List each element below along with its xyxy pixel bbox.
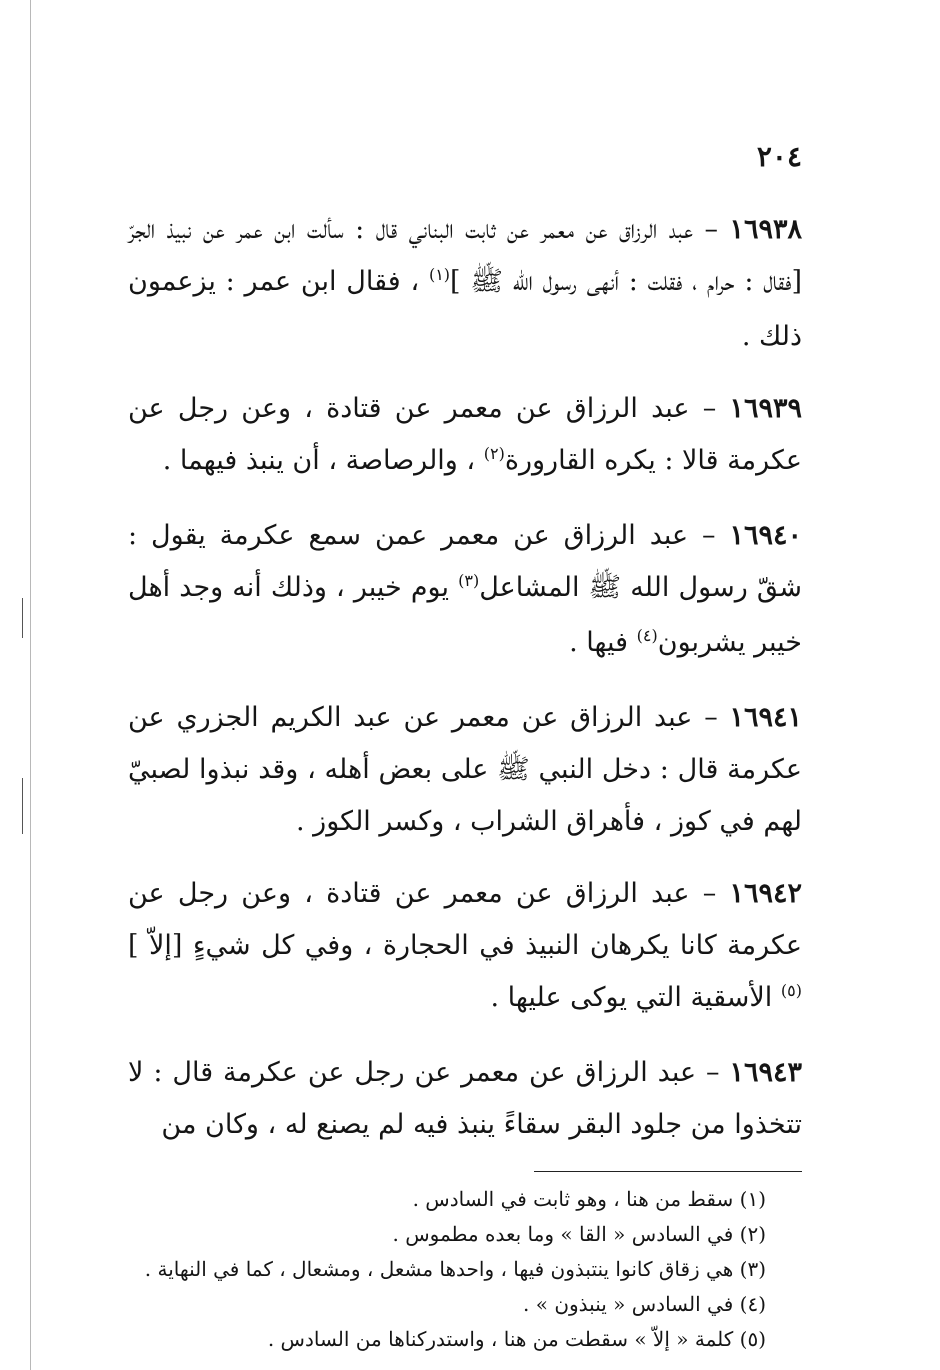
footnote-ref: (٤) [636, 626, 658, 645]
footnote-5: (٥) كلمة « إلاّ » سقطت من هنا ، واستدركناها من السادس . [267, 1327, 766, 1351]
footnote-ref: (٢) [483, 444, 505, 463]
hadith-16938 [128, 204, 802, 363]
margin-mark [22, 778, 23, 834]
hadith-text-continued: ، والرصاصة ، أن ينبذ فيهما . [162, 445, 476, 476]
hadith-16940 [128, 510, 802, 672]
footnote-ref: (٣) [458, 571, 480, 590]
footnote-ref: (١) [428, 265, 451, 284]
hadith-text-continued: الأسقية التي يوكى عليها . [490, 982, 773, 1013]
book-page [128, 140, 802, 1357]
hadith-text: – عبد الرزاق عن معمر عن رجل عن عكرمة قال : لا تتخذوا من جلود البقر سقاءً ينبذ فيه لم يصنع له ، وكان من [128, 1057, 802, 1140]
hadith-16939 [128, 383, 802, 490]
hadith-number: ١٦٩٣٨ [729, 214, 802, 245]
hadith-text: – عبد الرزاق عن معمر عن ثابت البناني قال : سألت ابن عمر عن نبيذ الجرّ [فقال : حرام ، فقلت : أنهى رسول الله ﷺ ] [128, 214, 802, 297]
page-margin-line [30, 0, 31, 1370]
footnote-4: (٤) في السادس « ينبذون » . [523, 1292, 766, 1316]
footnote-divider [534, 1171, 802, 1172]
footnote-2: (٢) في السادس « القا » وما بعده مطموس . [392, 1222, 766, 1246]
hadith-number: ١٦٩٤٢ [729, 878, 802, 909]
hadith-number: ١٦٩٤١ [729, 702, 802, 733]
hadith-16943 [128, 1047, 802, 1151]
hadith-text-continued: ، فقال ابن عمر : يزعمون ذلك . [128, 266, 802, 352]
hadith-number: ١٦٩٤٣ [729, 1057, 802, 1088]
hadith-number: ١٦٩٤٠ [729, 520, 802, 551]
footnote-1: (١) سقط من هنا ، وهو ثابت في السادس . [412, 1187, 766, 1211]
hadith-16942 [128, 868, 802, 1027]
footnote-ref: (٥) [780, 981, 802, 1000]
hadith-text: – عبد الرزاق عن معمر عن قتادة ، وعن رجل عن عكرمة كانا يكرهان النبيذ في الحجارة ، وفي كل شيءٍ [إلاّ ] [128, 878, 802, 961]
hadith-text: – عبد الرزاق عن معمر عمن سمع عكرمة يقول : شقّ رسول الله ﷺ المشاعل [128, 520, 802, 603]
margin-mark [22, 598, 23, 638]
page-number: ٢٠٤ [756, 140, 802, 173]
hadith-text: – عبد الرزاق عن معمر عن عبد الكريم الجزري عن عكرمة قال : دخل النبي ﷺ على بعض أهله ، وقد نبذوا لصبيّ لهم في كوز ، فأهراق الشراب ، وكسر الكوز . [128, 702, 802, 837]
hadith-16941 [128, 692, 802, 848]
footnote-3: (٣) هي زقاق كانوا ينتبذون فيها ، واحدها مشعل ، ومشعال ، كما في النهاية . [144, 1257, 766, 1281]
hadith-text: – عبد الرزاق عن معمر عن قتادة ، وعن رجل عن عكرمة قالا : يكره القارورة [128, 393, 802, 476]
hadith-number: ١٦٩٣٩ [729, 393, 802, 424]
footnotes [128, 1182, 766, 1357]
hadith-text-continued: يوم خيبر ، وذلك أنه وجد أهل خيبر يشربون [128, 572, 802, 658]
hadith-text-end: فيها . [569, 627, 629, 658]
